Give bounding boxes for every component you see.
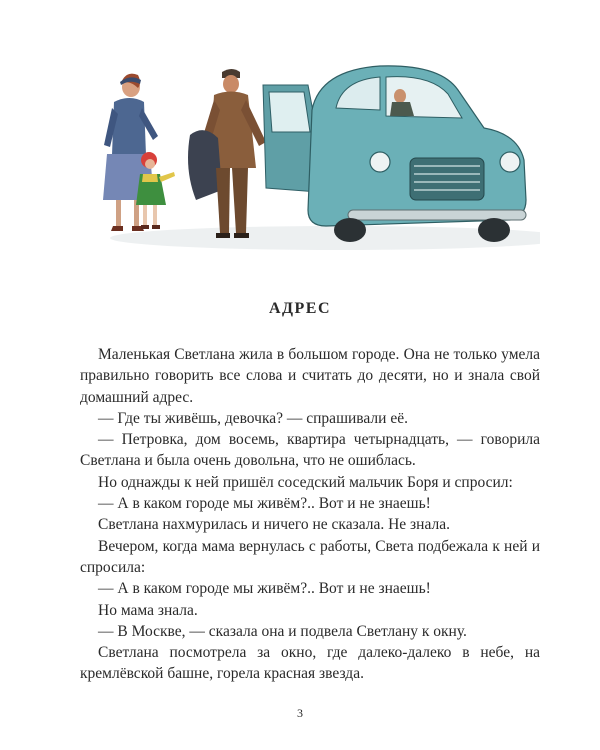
story-paragraph: Но мама знала. [98,601,198,619]
ground-shadow [110,226,540,250]
story-paragraph: — В Москве, — сказала она и подвела Светлану к окну. [98,622,467,640]
story-paragraph: Вечером, когда мама вернулась с работы, Света подбежала к ней и спросила: [80,537,540,576]
car-figure [263,66,526,242]
story-title: АДРЕС [268,300,332,317]
girl-figure [136,152,175,229]
story-paragraph: Светлана посмотрела за окно, где далеко-далеко в небе, на кремлёвской башне, горела красная звезда. [80,644,540,683]
story-paragraph: Маленькая Светлана жила в большом городе. Она не только умела правильно говорить все слова и считать до десяти, но и знала свой домашний адрес. [80,346,540,406]
story-paragraph: — А в каком городе мы живём?.. Вот и не знаешь! [98,495,431,513]
story-paragraph: — А в каком городе мы живём?.. Вот и не знаешь! [98,580,431,598]
street-scene-illustration [80,50,540,260]
page-number: 3 [297,706,303,720]
story-paragraph: Но однажды к ней пришёл соседский мальчик Боря и спросил: [98,473,513,491]
story-text [80,344,540,685]
story-paragraph: — Где ты живёшь, девочка? — спрашивали её. [98,409,408,427]
story-paragraph: Светлана нахмурилась и ничего не сказала. Не знала. [98,516,450,534]
story-paragraph: — Петровка, дом восемь, квартира четырнадцать, — говорила Светлана и была очень довольна, что не ошиблась. [80,431,540,470]
man-figure [188,69,266,238]
